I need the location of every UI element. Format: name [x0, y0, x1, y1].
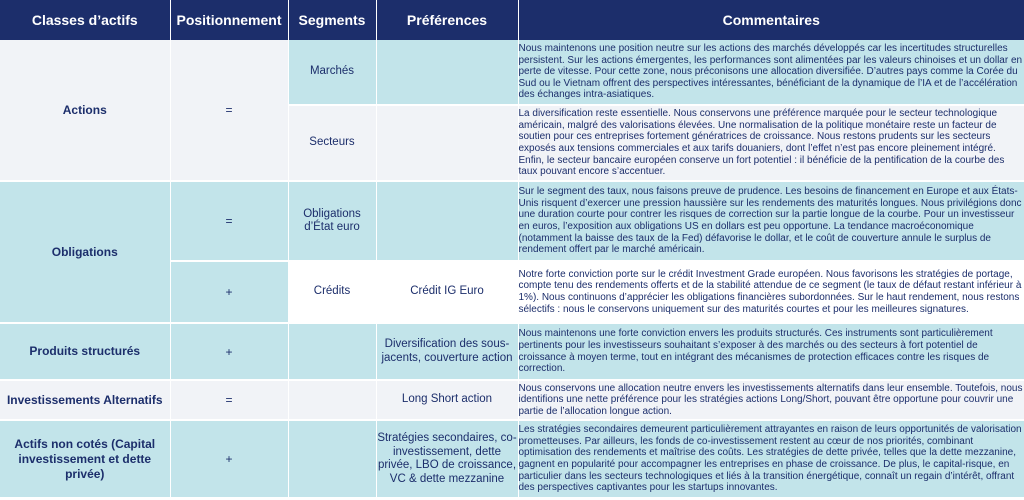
segment-produits-structures — [288, 323, 376, 380]
positionnement-actifs-non-cotes: + — [170, 420, 288, 498]
positionnement-produits-structures: + — [170, 323, 288, 380]
preference-produits-structures: Diversification des sous-jacents, couverture action — [376, 323, 518, 380]
preference-investissements-alternatifs: Long Short action — [376, 380, 518, 420]
classe-obligations: Obligations — [0, 181, 170, 323]
header-segments: Segments — [288, 0, 376, 40]
commentaire-investissements-alternatifs-text: Nous conservons une allocation neutre envers les investissements alternatifs dans leur ensemble. Toutefois, nous identifions une nette préférence pour les stratégies actions Long/Short, pouvant être opportune pour couvrir une partie de l’allocation longue action. — [518, 382, 1023, 417]
row-actifs-non-cotes — [0, 420, 1024, 498]
commentaire-secteurs — [518, 105, 1024, 181]
commentaire-marches-text: Nous maintenons une position neutre sur les actions des marchés développés car les incertitudes structurelles persistent. Sur les actions émergentes, les performances sont alimentées par les valeurs chinoises et un dollar en perte de vitesse. Pour cette zone, nous préconisons une allocation diversifiée. D’autres pays comme la Corée du Sud ou le Vietnam offrent des perspectives intéressantes, bénéficiant de la dynamique de l’IA et de l’accélération des échanges intra-asiatiques. — [518, 43, 1023, 101]
segment-actifs-non-cotes — [288, 420, 376, 498]
row-actions-marches — [0, 40, 1024, 105]
classe-investissements-alternatifs: Investissements Alternatifs — [0, 380, 170, 420]
preference-actifs-non-cotes: Stratégies secondaires, co-investissement, dette privée, LBO de croissance, VC & dette mezzanine — [376, 420, 518, 498]
commentaire-produits-structures-text: Nous maintenons une forte conviction envers les produits structurés. Ces instruments sont particulièrement pertinents pour les investisseurs souhaitant s’exposer à des marchés ou des secteurs à fort potentiel de croissance à moyen terme, tout en intégrant des mécanismes de protection efficaces contre les risques de correction. — [518, 328, 993, 375]
row-investissements-alternatifs — [0, 380, 1024, 420]
row-produits-structures — [0, 323, 1024, 380]
commentaire-produits-structures — [518, 323, 1024, 380]
positionnement-investissements-alternatifs: = — [170, 380, 288, 420]
header-row — [0, 0, 1024, 40]
header-positionnement: Positionnement — [170, 0, 288, 40]
header-commentaires: Commentaires — [518, 0, 1024, 40]
commentaire-obligations-etat-text: Sur le segment des taux, nous faisons preuve de prudence. Les besoins de financement en Europe et aux États-Unis risquent d’exercer une pression haussière sur les rendements des maturités longues. Nous privilégions donc une duration courte pour contrer les risques de correction sur la partie longue de la courbe. Pour un investisseur en euros, l’exposition aux obligations US en dollars est peu opportune. La tendance macroéconomique (notamment la baisse des taux de la Fed) défavorise le dollar, et le coût de couverture annule le surplus de rendement offert par le marché américain. — [518, 186, 1022, 256]
preference-secteurs — [376, 105, 518, 181]
preference-marches — [376, 40, 518, 105]
row-obligations-etat — [0, 181, 1024, 261]
classe-produits-structures: Produits structurés — [0, 323, 170, 380]
classe-actifs-non-cotes: Actifs non cotés (Capital investissement et dette privée) — [0, 420, 170, 498]
positionnement-actions: = — [170, 40, 288, 181]
segment-secteurs: Secteurs — [288, 105, 376, 181]
segment-investissements-alternatifs — [288, 380, 376, 420]
classe-actions: Actions — [0, 40, 170, 181]
commentaire-obligations-etat — [518, 181, 1024, 261]
header-classe: Classes d’actifs — [0, 0, 170, 40]
commentaire-secteurs-text: La diversification reste essentielle. Nous conservons une préférence marquée pour le secteur technologique américain, malgré des valorisations élevées. Une normalisation de la politique monétaire reste un facteur de soutien pour ces entreprises fortement génératrices de croissance. Nous restons prudents sur les secteurs exposés aux tensions commerciales et aux tarifs douaniers, dont l’effet n’est pas encore pleinement intégré. Enfin, le secteur bancaire européen conserve un fort potentiel : il bénéficie de la pentification de la courbe des taux pouvant encore s’accentuer. — [518, 108, 1005, 178]
commentaire-credits — [518, 261, 1024, 323]
segment-credits: Crédits — [288, 261, 376, 323]
preference-credits: Crédit IG Euro — [376, 261, 518, 323]
commentaire-actifs-non-cotes — [518, 420, 1024, 498]
segment-marches: Marchés — [288, 40, 376, 105]
commentaire-credits-text: Notre forte conviction porte sur le crédit Investment Grade européen. Nous favorisons les stratégies de portage, compte tenu des rendements offerts et de la stabilité attendue de ce segment (le taux de défaut restant inférieur à 1%). Nous continuons d’apprécier les obligations financières subordonnées. Sur le haut rendement, nous restons sélectifs : nous le conservons uniquement sur des maturités courtes et pour les meilleures signatures. — [518, 268, 1022, 315]
positionnement-obligations-etat: = — [170, 181, 288, 261]
segment-obligations-etat: Obligations d’État euro — [288, 181, 376, 261]
commentaire-marches — [518, 40, 1024, 105]
positionnement-credits: + — [170, 261, 288, 323]
header-preferences: Préférences — [376, 0, 518, 40]
preference-obligations-etat — [376, 181, 518, 261]
commentaire-actifs-non-cotes-text: Les stratégies secondaires demeurent particulièrement attrayantes en raison de leurs opportunités de valorisation prometteuses. Par ailleurs, les fonds de co-investissement restent au cœur de nos priorités, combinant optimisation des rendements et maîtrise des coûts. Les stratégies de dette privée, telles que la dette mezzanine, gagnent en popularité pour accompagner les entreprises en phase de croissance. De plus, le capital-risque, en particulier dans les secteurs technologiques et liés à la transition énergétique, connaît un regain d’intérêt, offrant des perspectives captivantes pour les startups innovantes. — [518, 424, 1022, 494]
commentaire-investissements-alternatifs — [518, 380, 1024, 420]
